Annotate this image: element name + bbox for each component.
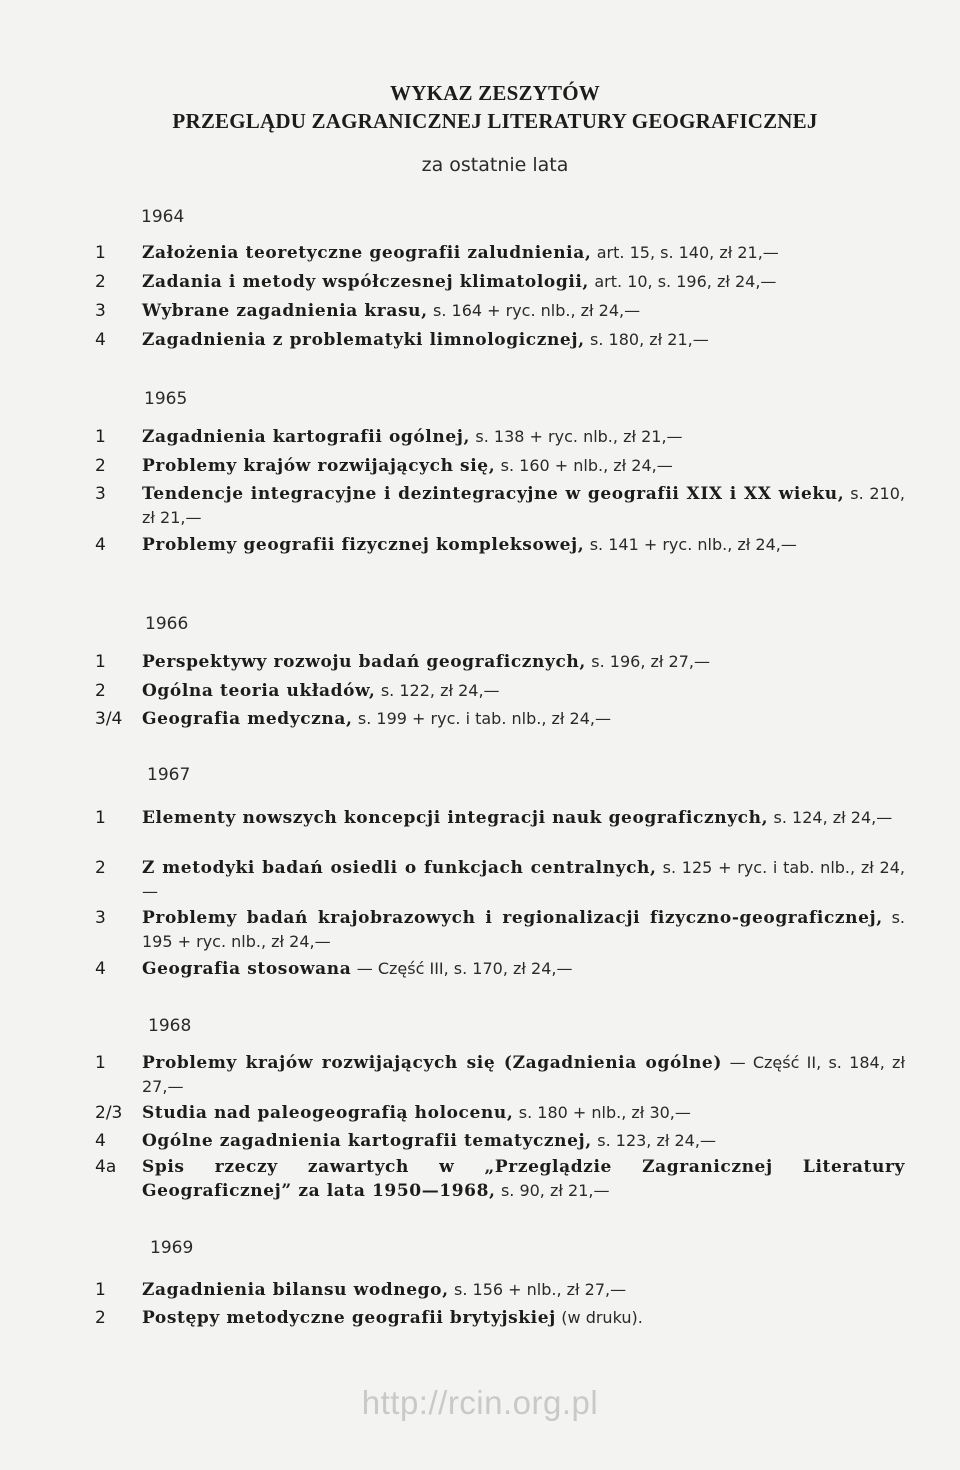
issue-title: Tendencje integracyjne i dezintegracyjne w geografii XIX i XX wieku, xyxy=(142,484,845,504)
issue-title: Postępy metodyczne geografii brytyjskiej xyxy=(142,1308,556,1328)
issue-title: Problemy geografii fizycznej kompleksowej, xyxy=(142,535,585,555)
page-title: WYKAZ ZESZYTÓW xyxy=(390,81,600,105)
issue-title: Z metodyki badań osiedli o funkcjach centralnych, xyxy=(142,858,657,878)
list-item xyxy=(95,856,905,904)
issue-title: Założenia teoretyczne geografii zaludnienia, xyxy=(142,243,592,263)
list-item xyxy=(95,328,905,352)
issue-title: Spis rzeczy zawartych w „Przeglądzie Zagranicznej Literatury Geograficznej” za lata 1950—1968, xyxy=(142,1157,905,1201)
list-item xyxy=(95,425,905,449)
issue-details: s. 195 + ryc. nlb., zł 24,— xyxy=(142,908,906,951)
issue-details: s. 90, zł 21,— xyxy=(500,1181,610,1200)
issue-details: s. 141 + ryc. nlb., zł 24,— xyxy=(589,535,797,554)
list-item xyxy=(95,679,905,703)
issue-title: Problemy krajów rozwijających się, xyxy=(142,456,496,476)
issue-details: s. 164 + ryc. nlb., zł 24,— xyxy=(433,301,641,320)
issue-number: 2 xyxy=(95,272,106,292)
issue-number: 3/4 xyxy=(95,709,123,729)
issue-number: 3 xyxy=(95,484,106,504)
issue-number: 2/3 xyxy=(95,1103,123,1123)
issue-number: 2 xyxy=(95,456,106,476)
page-subtitle: za ostatnie lata xyxy=(421,154,569,176)
page-title-line2: PRZEGLĄDU ZAGRANICZNEJ LITERATURY GEOGRAFICZNEJ xyxy=(172,109,818,133)
issue-title: Geografia medyczna, xyxy=(142,709,353,729)
list-item xyxy=(95,806,905,830)
issue-number: 2 xyxy=(95,858,106,878)
issue-number: 1 xyxy=(95,1280,106,1300)
year-heading: 1966 xyxy=(145,614,189,634)
year-heading: 1968 xyxy=(148,1016,192,1036)
issue-details: s. 199 + ryc. i tab. nlb., zł 24,— xyxy=(357,709,611,728)
issue-number: 1 xyxy=(95,652,106,672)
list-item xyxy=(95,299,905,323)
issue-details: s. 180 + nlb., zł 30,— xyxy=(518,1103,691,1122)
list-item xyxy=(95,906,905,954)
issue-number: 4 xyxy=(95,1131,106,1151)
issue-details: — Część III, s. 170, zł 24,— xyxy=(356,959,573,978)
issue-number: 2 xyxy=(95,681,106,701)
issue-details: s. 123, zł 24,— xyxy=(597,1131,716,1150)
list-item xyxy=(95,454,905,478)
issue-details: s. 125 + ryc. i tab. nlb., zł 24,— xyxy=(142,858,905,901)
issue-title: Zagadnienia z problematyki limnologicznej, xyxy=(142,330,585,350)
list-item xyxy=(95,1129,905,1153)
issue-number: 1 xyxy=(95,808,106,828)
issue-details: art. 15, s. 140, zł 21,— xyxy=(596,243,779,262)
issue-title: Elementy nowszych koncepcji integracji nauk geograficznych, xyxy=(142,808,769,828)
list-item xyxy=(95,1278,905,1302)
issue-number: 3 xyxy=(95,301,106,321)
year-heading: 1965 xyxy=(144,389,188,409)
issue-details: s. 180, zł 21,— xyxy=(590,330,709,349)
issue-title: Wybrane zagadnienia krasu, xyxy=(142,301,428,321)
issue-details: s. 138 + ryc. nlb., zł 21,— xyxy=(475,427,683,446)
list-item xyxy=(95,482,905,530)
issue-number: 3 xyxy=(95,908,106,928)
issue-title: Geografia stosowana xyxy=(142,959,352,979)
issue-number: 4 xyxy=(95,959,106,979)
year-heading: 1967 xyxy=(147,765,191,785)
issue-details: s. 210, zł 21,— xyxy=(142,484,905,527)
issue-title: Zagadnienia bilansu wodnego, xyxy=(142,1280,449,1300)
list-item xyxy=(95,1155,905,1203)
issue-details: s. 160 + nlb., zł 24,— xyxy=(500,456,673,475)
issue-details: s. 156 + nlb., zł 27,— xyxy=(454,1280,627,1299)
year-heading: 1969 xyxy=(150,1238,194,1258)
issue-title: Problemy krajów rozwijających się (Zagadnienia ogólne) xyxy=(142,1053,722,1073)
issue-title: Studia nad paleogeografią holocenu, xyxy=(142,1103,514,1123)
issue-details: art. 10, s. 196, zł 24,— xyxy=(594,272,777,291)
issue-number: 4 xyxy=(95,535,106,555)
list-item xyxy=(95,533,905,557)
list-item xyxy=(95,957,905,981)
issue-title: Ogólne zagadnienia kartografii tematycznej, xyxy=(142,1131,592,1151)
issue-title: Ogólna teoria układów, xyxy=(142,681,376,701)
issue-number: 2 xyxy=(95,1308,106,1328)
watermark-link: http://rcin.org.pl xyxy=(361,1384,599,1421)
issue-title: Perspektywy rozwoju badań geograficznych, xyxy=(142,652,586,672)
issue-details: s. 124, zł 24,— xyxy=(773,808,893,827)
list-item xyxy=(95,707,905,731)
list-item xyxy=(95,1101,905,1125)
list-item xyxy=(95,650,905,674)
issue-details: s. 196, zł 27,— xyxy=(591,652,710,671)
year-heading: 1964 xyxy=(141,207,185,227)
issue-details: s. 122, zł 24,— xyxy=(380,681,500,700)
issue-details: (w druku). xyxy=(561,1308,643,1327)
issue-number: 1 xyxy=(95,427,106,447)
issue-title: Problemy badań krajobrazowych i regionalizacji fizyczno-geograficznej, xyxy=(142,908,883,928)
issue-number: 4 xyxy=(95,330,106,350)
list-item xyxy=(95,1306,905,1330)
list-item xyxy=(95,1051,905,1099)
issue-number: 1 xyxy=(95,243,106,263)
issue-title: Zadania i metody współczesnej klimatologii, xyxy=(142,272,589,292)
issue-number: 1 xyxy=(95,1053,106,1073)
list-item xyxy=(95,241,905,265)
issue-details: — Część II, s. 184, zł 27,— xyxy=(142,1053,905,1096)
list-item xyxy=(95,270,905,294)
issue-title: Zagadnienia kartografii ogólnej, xyxy=(142,427,471,447)
issue-number: 4a xyxy=(95,1157,117,1177)
